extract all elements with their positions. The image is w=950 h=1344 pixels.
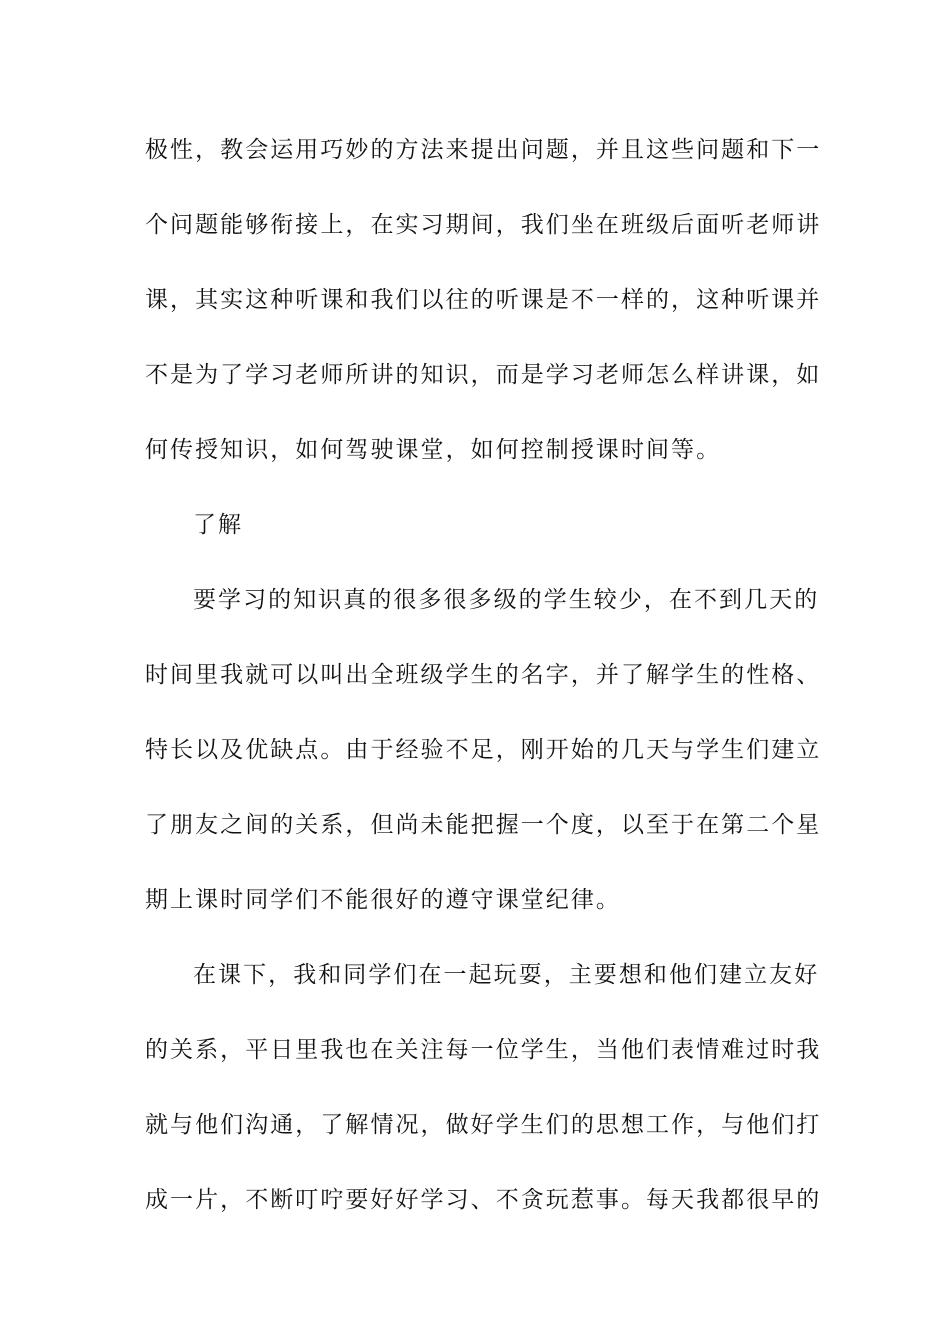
text-line: 特长以及优缺点。由于经验不足，刚开始的几天与学生们建立 <box>145 737 822 763</box>
text-line: 何传授知识，如何驾驶课堂，如何控制授课时间等。 <box>145 437 722 463</box>
text-line: 期上课时同学们不能很好的遵守课堂纪律。 <box>145 887 621 913</box>
text-line: 的关系，平日里我也在关注每一位学生，当他们表情难过时我 <box>145 1037 822 1063</box>
text-line: 极性，教会运用巧妙的方法来提出问题，并且这些问题和下一 <box>145 137 822 163</box>
text-line: 不是为了学习老师所讲的知识，而是学习老师怎么样讲课，如 <box>145 362 822 388</box>
text-line: 个问题能够衔接上，在实习期间，我们坐在班级后面听老师讲 <box>145 212 822 238</box>
text-line: 课，其实这种听课和我们以往的听课是不一样的，这种听课并 <box>145 287 822 313</box>
text-line: 了朋友之间的关系，但尚未能把握一个度，以至于在第二个星 <box>145 812 822 838</box>
text-line: 成一片，不断叮咛要好好学习、不贪玩惹事。每天我都很早的 <box>145 1187 822 1213</box>
text-line: 时间里我就可以叫出全班级学生的名字，并了解学生的性格、 <box>145 662 822 688</box>
section-heading: 了解 <box>193 512 244 538</box>
text-line: 在课下，我和同学们在一起玩耍，主要想和他们建立友好 <box>193 962 820 988</box>
text-line: 就与他们沟通，了解情况，做好学生们的思想工作，与他们打 <box>145 1112 822 1138</box>
text-line: 要学习的知识真的很多很多级的学生较少，在不到几天的 <box>193 587 820 613</box>
